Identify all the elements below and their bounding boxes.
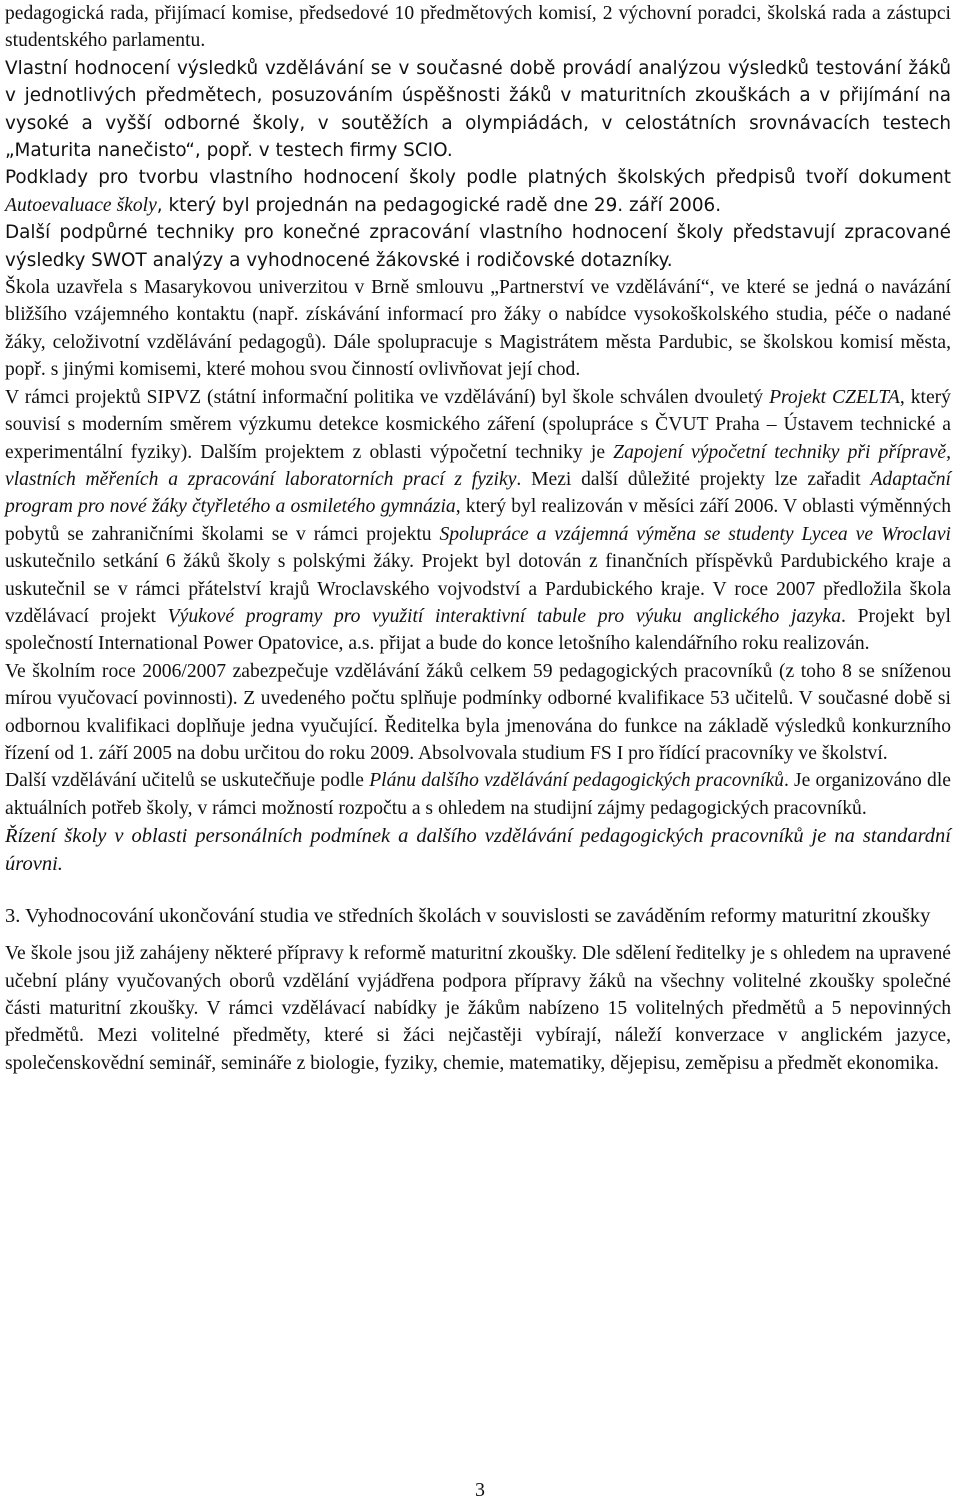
text-run: V rámci projektů SIPVZ (státní informační politika ve vzdělávání) byl škole schválen dvouletý — [5, 386, 770, 408]
paragraph-further-education — [5, 767, 951, 822]
text-run: Další vzdělávání učitelů se uskutečňuje podle — [5, 770, 370, 792]
text-run: Podklady pro tvorbu vlastního hodnocení školy podle platných školských předpisů tvoří dokument — [5, 167, 951, 189]
project-title: Projekt CZELTA — [769, 386, 900, 408]
project-title: Adaptační program pro nové žáky čtyřletého a osmiletého gymnázia — [5, 468, 952, 518]
text-run: . Mezi další důležité projekty lze zařadit — [516, 468, 871, 490]
paragraph-swot: Další podpůrné techniky pro konečné zpracování vlastního hodnocení školy představují zpracované výsledky SWOT analýzy a vyhodnocené žákovské i rodičovské dotazníky. — [5, 222, 951, 271]
text-run: , který byl projednán na pedagogické radě dne 29. září 2006. — [156, 194, 722, 216]
text-run: . Je organizováno dle aktuálních potřeb školy, v rámci možností rozpočtu a s ohledem na studijní zájmy pedagogických pracovníků. — [5, 770, 951, 819]
paragraph-partnership: Škola uzavřela s Masarykovou univerzitou v Brně smlouvu „Partnerství ve vzdělávání“, ve které se jedná o navázání bližšího vzájemného kontaktu (např. získávání informací pro žáky o nabídce vysokoškolského studia, péče o nadané žáky, celoživotní vzdělávání pedagogů). Dále spolupracuje s Magistrátem města Pardubic, se školskou komisí města, popř. s jinými komisemi, které mohou svou činností ovlivňovat její chod. — [5, 277, 951, 381]
section-heading: 3. Vyhodnocování ukončování studia ve středních školách v souvislosti se zaváděním reformy maturitní zkoušky — [5, 905, 931, 928]
plan-title: Plánu dalšího vzdělávání pedagogických pracovníků — [369, 770, 784, 792]
page-number: 3 — [475, 1479, 485, 1501]
project-title: Zapojení výpočetní techniky při přípravě, vlastních měřeních a zpracování laboratorních prací z fyziky — [5, 441, 951, 490]
text-run: . Projekt byl společností International Power Opatovice, a.s. přijat a bude do konce letošního kalendářního roku realizován. — [5, 605, 951, 655]
text-run: , který byl realizován v měsíci září 2006. V oblasti výměnných pobytů se zahraničními školami se v rámci projektu — [5, 496, 952, 545]
text-run: uskutečnilo setkání 6 žáků školy s polskými žáky. Projekt byl dotován z finančních příspěvků Pardubického kraje a uskutečnil se v rámci přátelství krajů Wroclavského vojvodství a Pardubického kraje. V roce 2007 předložila škola vzdělávací projekt — [5, 551, 951, 627]
document-title: Autoevaluace školy — [5, 194, 157, 216]
paragraph-autoevaluation-document — [5, 164, 951, 219]
project-title: Spolupráce a vzájemná výměna se studenty Lycea ve Wroclavi — [439, 523, 951, 545]
paragraph-maturita-reform: Ve škole jsou již zahájeny některé přípravy k reformě maturitní zkoušky. Dle sdělení ředitelky je s ohledem na upravené učební plány vyučovaných oborů vzdělání vyjádřena podpora přípravy žáků na všechny volitelné zkoušky společné části maturitní zkoušky. V rámci vzdělávací nabídky je žákům nabízeno 15 volitelných předmětů a 5 nepovinných předmětů. Mezi volitelné předměty, které si žáci nejčastěji vybírají, náleží konverzace v anglickém jazyce, společenskovědní seminář, semináře z biologie, fyziky, chemie, matematiky, dějepisu, zeměpisu a předmět ekonomika. — [5, 943, 951, 1074]
conclusion-statement: Řízení školy v oblasti personálních podmínek a dalšího vzdělávání pedagogických pracovníků je na standardní úrovni. — [5, 825, 951, 876]
paragraph-projects — [5, 384, 951, 658]
project-title: Výukové programy pro využití interaktivní tabule pro výuku anglického jazyka — [167, 605, 842, 627]
paragraph-staff: Ve školním roce 2006/2007 zabezpečuje vzdělávání žáků celkem 59 pedagogických pracovníků (z toho 8 se sníženou mírou vyučovací povinnosti). Z uvedeného počtu splňuje podmínky odborné kvalifikace 53 učitelů. V současné době si odbornou kvalifikaci doplňuje jedna vyučující. Ředitelka byla jmenována do funkce na základě výsledků konkurzního řízení od 1. září 2005 na dobu určitou do roku 2009. Absolvovala studium FS I pro řídící pracovníky ve školství. — [5, 660, 951, 764]
text-run: , který souvisí s moderním směrem výzkumu detekce kosmického záření (spolupráce s ČVUT Praha – Ústavem technické a experimentální fyziky). Dalším projektem z oblasti výpočetní techniky je — [5, 386, 951, 463]
paragraph-school-bodies: pedagogická rada, přijímací komise, předsedové 10 předmětových komisí, 2 výchovní poradci, školská rada a zástupci studentského parlamentu. — [5, 3, 951, 52]
paragraph-self-evaluation: Vlastní hodnocení výsledků vzdělávání se v současné době provádí analýzou výsledků testování žáků v jednotlivých předmětech, posuzováním úspěšnosti žáků v maturitních zkouškách a v přijímání na vysoké a vyšší odborné školy, v soutěžích a olympiádách, v celostátních srovnávacích testech „Maturita nanečisto“, popř. v testech firmy SCIO. — [5, 57, 951, 162]
